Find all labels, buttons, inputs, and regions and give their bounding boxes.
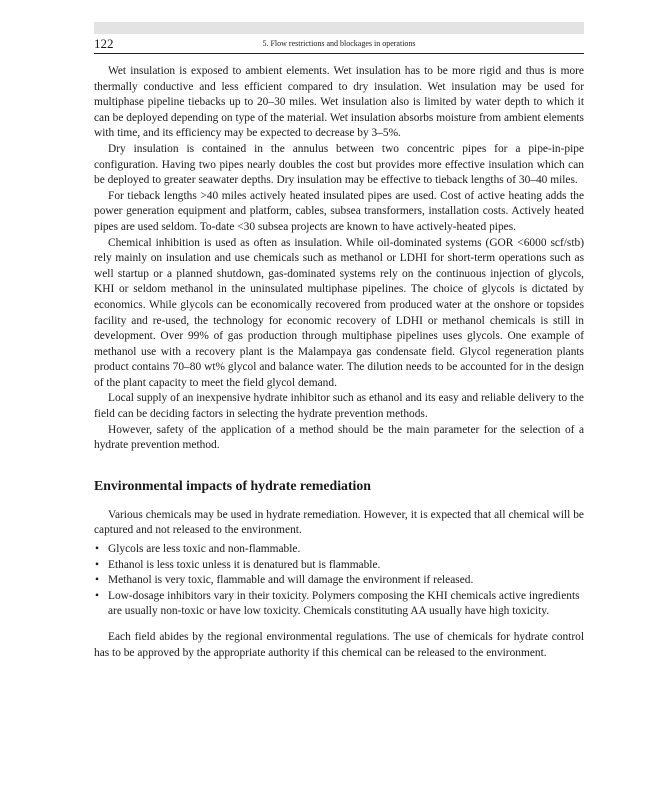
paragraph-safety: However, safety of the application of a method should be the main parameter for the selection of a hydrate prevention method.	[94, 423, 584, 452]
list-item: • Ethanol is less toxic unless it is denatured but is flammable.	[94, 558, 584, 574]
paragraph-chemical-inhibition: Chemical inhibition is used as often as insulation. While oil-dominated systems (GOR <6000 scf/stb) rely mainly on insulation and use chemicals such as methanol or LDHI for short-term operations such as well startup or a planned shutdown, gas-dominated systems rely on the continuous injection of glycols, KHI or seldom methanol in the uninsulated multiphase pipelines. The choice of glycols is dictated by economics. While glycols can be economically recovered from produced water at the onshore or topsides facility and re-used, the technology for economic recovery of LDHI or methanol chemicals is still in development. Over 99% of gas production through multiphase pipelines uses glycols. One example of methanol use with a recovery plant is the Malampaya gas condensate field. Glycol regeneration plants product contains 70–80 wt% glycol and balance water. The dilution needs to be accounted for in the design of the plant capacity to meet the field glycol demand.	[94, 236, 584, 389]
section-closing: Each field abides by the regional environmental regulations. The use of chemicals for hydrate control has to be approved by the appropriate authority if this chemical can be released to the environment.	[94, 631, 584, 659]
running-head: 5. Flow restrictions and blockages in operations	[262, 39, 416, 48]
page-body	[94, 64, 584, 661]
header-band	[94, 22, 584, 34]
page-number: 122	[94, 36, 114, 51]
paragraph-wet-insulation: Wet insulation is exposed to ambient elements. Wet insulation has to be more rigid and thus is more thermally conductive and less efficient compared to dry insulation. Wet insulation may be used for multiphase pipeline tiebacks up to 20–30 miles. Wet insulation also is limited by water depth to which it can be deployed depending on type of the material. Wet insulation absorbs moisture from ambient elements with time, and its efficiency may be expected to decrease by 3–5%.	[94, 65, 584, 140]
page-header	[94, 35, 584, 54]
section-intro: Various chemicals may be used in hydrate remediation. However, it is expected that all chemical will be captured and not released to the environment.	[94, 508, 584, 537]
paragraph-active-heating: For tieback lengths >40 miles actively heated insulated pipes are used. Cost of active heating adds the power generation equipment and platform, cables, subsea transformers, installation costs. Actively heated pipes are used seldom. To-date <30 subsea projects are known to have actively-heated pipes.	[94, 189, 584, 233]
list-item: • Low-dosage inhibitors vary in their toxicity. Polymers composing the KHI chemicals active ingredients are usually non-toxic or have low toxicity. Chemicals constituting AA usually have high toxicity.	[94, 589, 584, 620]
list-item: • Methanol is very toxic, flammable and will damage the environment if released.	[94, 573, 584, 589]
bullet-list	[94, 542, 584, 620]
list-item: • Glycols are less toxic and non-flammable.	[94, 542, 584, 558]
paragraph-dry-insulation: Dry insulation is contained in the annulus between two concentric pipes for a pipe-in-pipe configuration. Having two pipes nearly doubles the cost but provides more effective insulation which can be deployed to greater seawater depths. Dry insulation may be effective to tieback lengths of 30–40 miles.	[94, 142, 584, 187]
section-heading: Environmental impacts of hydrate remediation	[94, 477, 371, 493]
paragraph-local-supply: Local supply of an inexpensive hydrate inhibitor such as ethanol and its easy and reliable delivery to the field can be deciding factors in selecting the hydrate prevention methods.	[94, 392, 584, 421]
